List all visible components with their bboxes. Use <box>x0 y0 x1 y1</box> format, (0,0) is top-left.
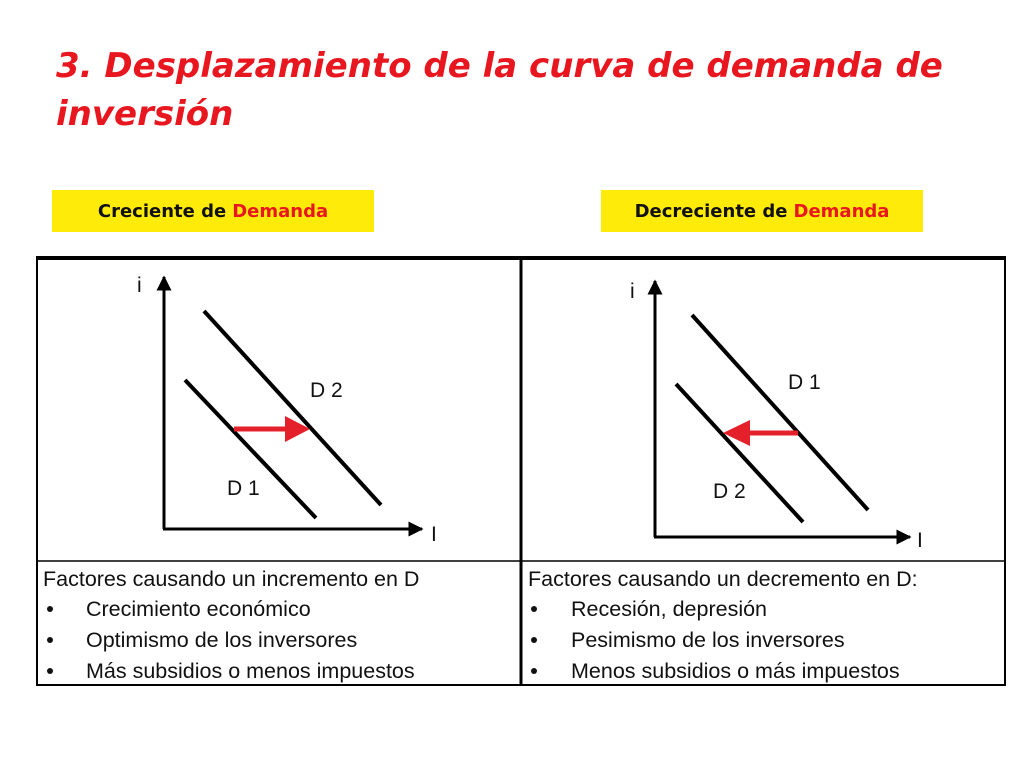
axes-creciente <box>137 274 437 546</box>
y-axis-label: i <box>630 280 635 303</box>
factors-creciente <box>43 567 419 683</box>
factor-item: Optimismo de los inversores <box>86 628 358 652</box>
demand-curve-d2 <box>204 311 381 505</box>
bullet-dot <box>47 668 53 674</box>
panel-decreciente <box>528 280 923 683</box>
label-decreciente-accent: Demanda <box>793 200 890 222</box>
label-creciente-accent: Demanda <box>232 200 329 222</box>
panel-creciente <box>43 274 437 683</box>
bullet-dot <box>531 668 537 674</box>
factors-heading: Factores causando un decremento en D: <box>528 567 918 591</box>
bullet-dot <box>531 637 537 643</box>
slide-title: 3. Desplazamiento de la curva de demanda de inversión <box>56 46 943 134</box>
x-axis-label: I <box>917 529 923 552</box>
curve-label-d1: D 1 <box>788 371 821 394</box>
factor-item: Crecimiento económico <box>86 597 311 621</box>
factor-item: Recesión, depresión <box>571 597 768 621</box>
bullet-dot <box>531 606 537 612</box>
label-decreciente-text: Decreciente de <box>634 200 788 222</box>
axes-decreciente <box>630 280 923 552</box>
curve-label-d2: D 2 <box>713 480 746 503</box>
factor-item: Pesimismo de los inversores <box>571 628 845 652</box>
factors-decreciente <box>528 567 918 683</box>
bullet-dot <box>47 606 53 612</box>
factor-item: Más subsidios o menos impuestos <box>86 659 415 683</box>
label-creciente-text: Creciente de <box>97 200 227 222</box>
y-axis-label: i <box>137 274 142 297</box>
bullet-dot <box>47 637 53 643</box>
x-axis-label: I <box>431 523 437 546</box>
shift-right-arrow <box>234 416 310 442</box>
factors-heading: Factores causando un incremento en D <box>43 567 420 591</box>
factor-item: Menos subsidios o más impuestos <box>571 659 900 683</box>
curve-label-d1: D 1 <box>227 477 260 500</box>
curve-label-d2: D 2 <box>310 379 343 402</box>
shift-left-arrow <box>723 420 798 446</box>
